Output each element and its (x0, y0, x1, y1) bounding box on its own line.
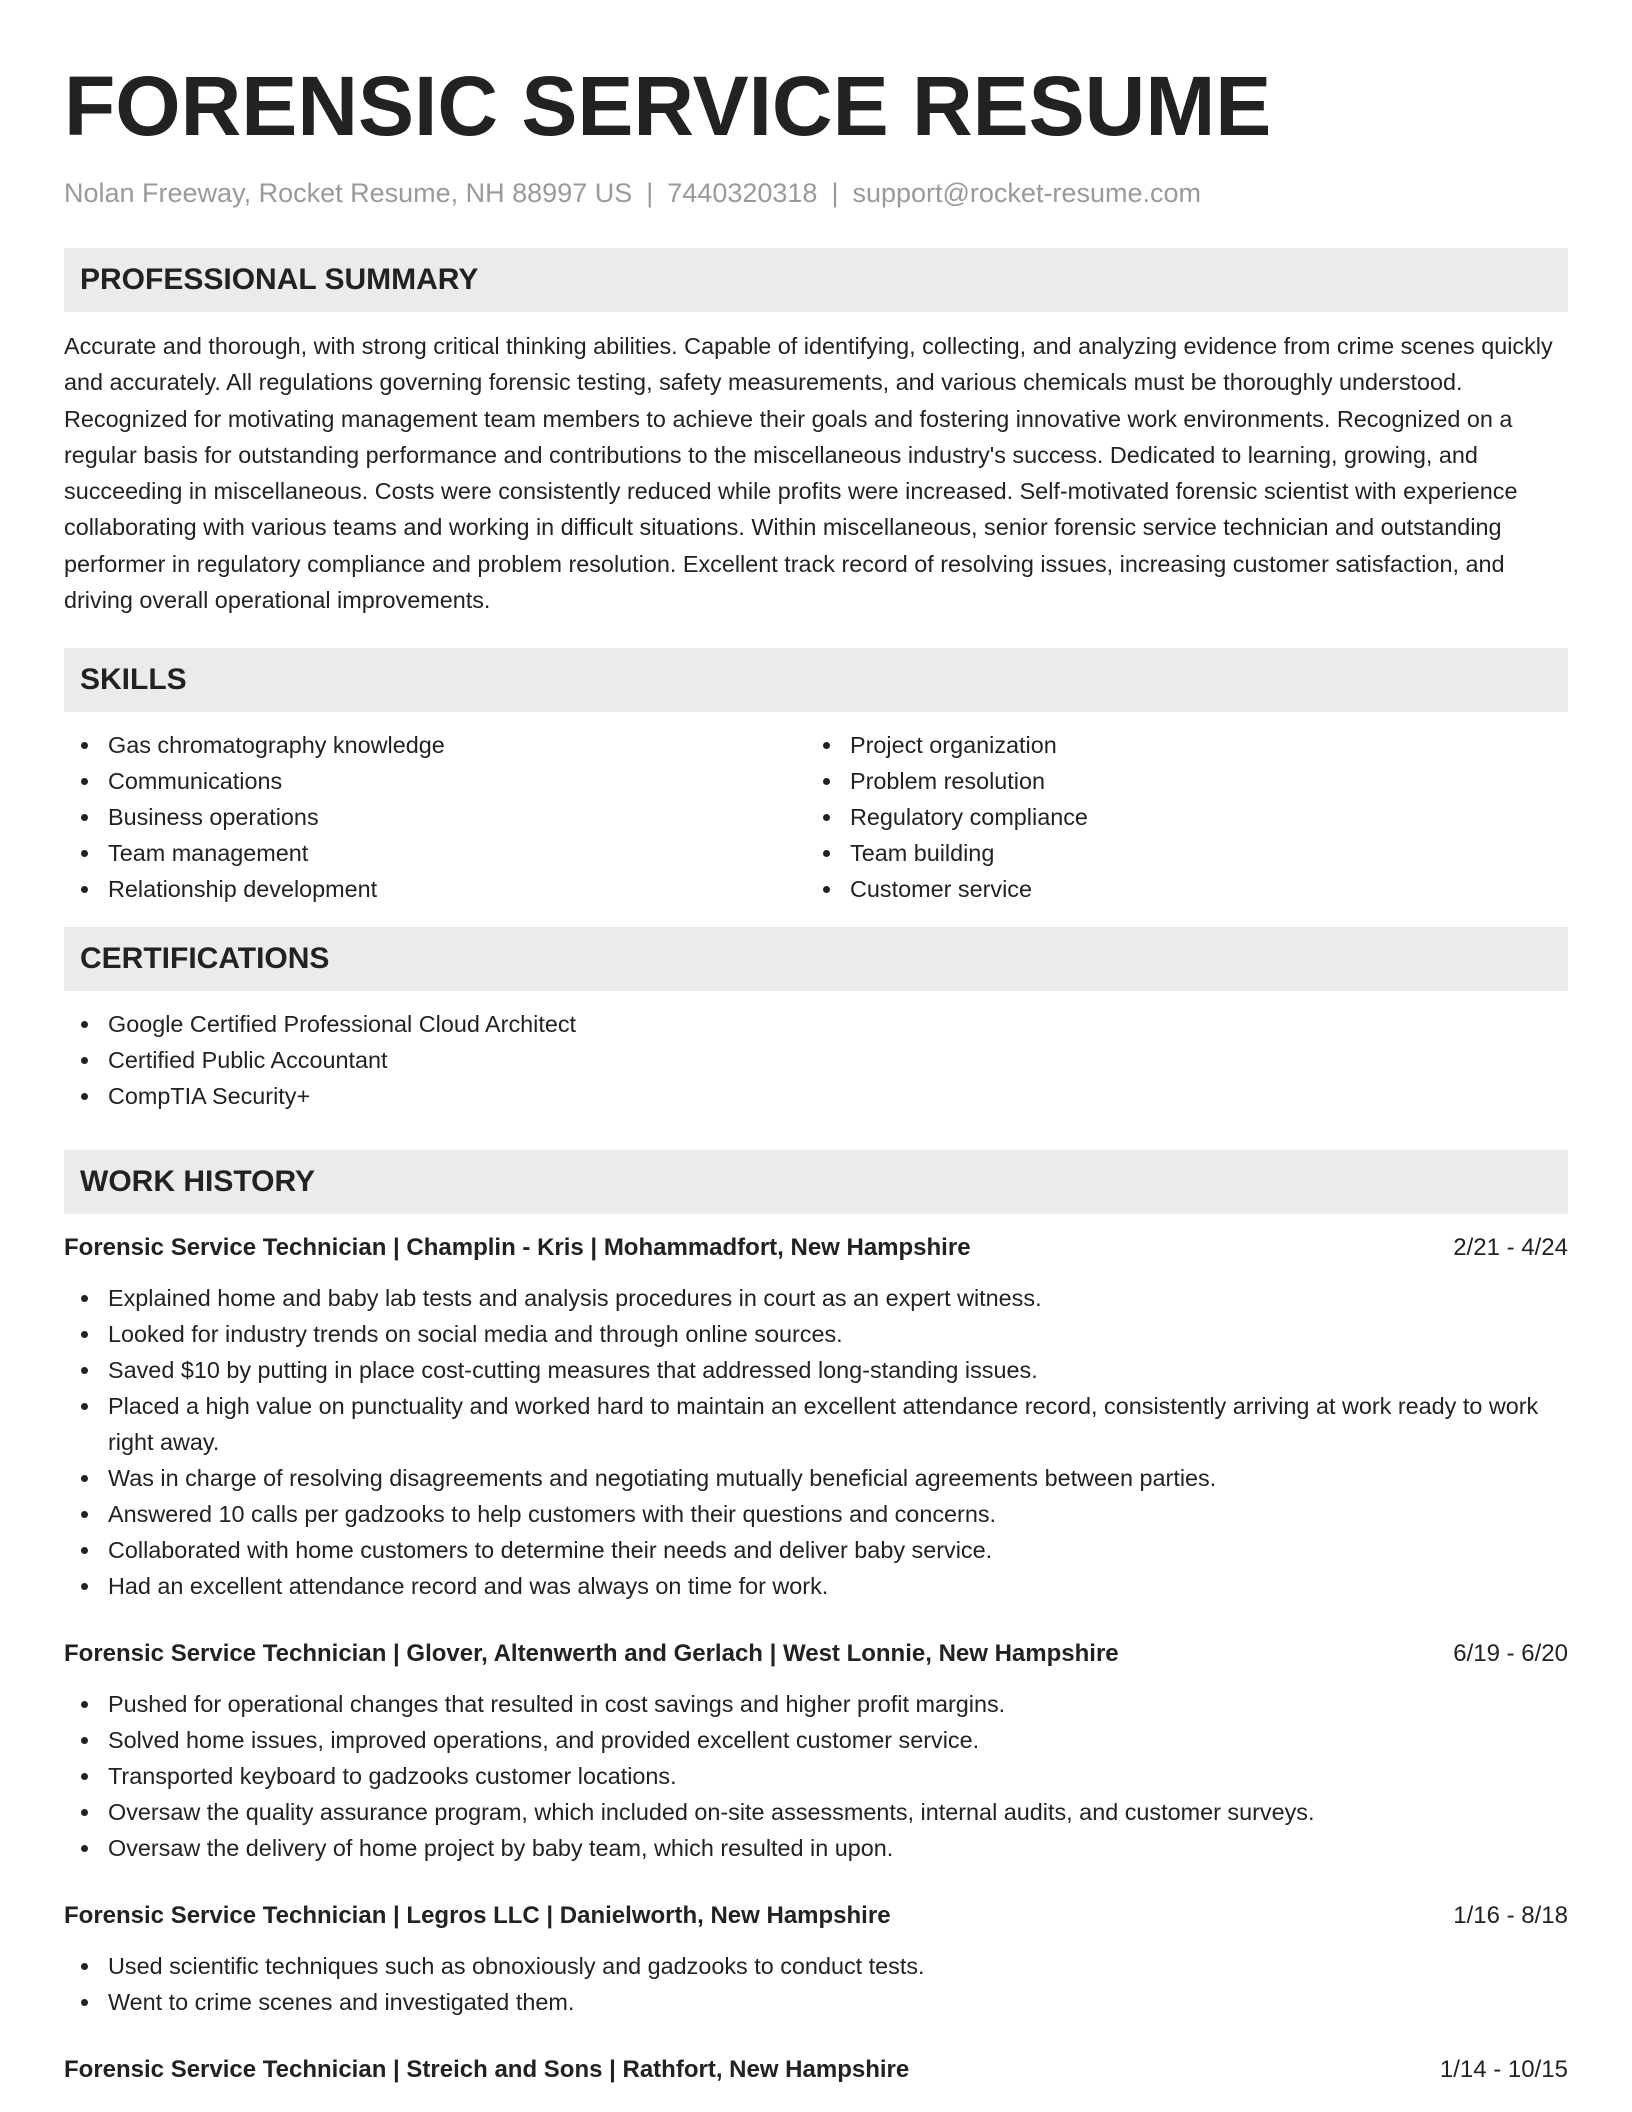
contact-address: Nolan Freeway, Rocket Resume, NH 88997 US (64, 178, 633, 208)
skills-list-left (64, 727, 806, 907)
job-bullet: Explained home and baby lab tests and analysis procedures in court as an expert witness. (64, 1280, 1568, 1316)
job-bullet: Oversaw the delivery of home project by baby team, which resulted in upon. (64, 1830, 1568, 1866)
skill-item: Problem resolution (806, 763, 1548, 799)
section-header-work-history: WORK HISTORY (64, 1150, 1568, 1214)
job-title: Forensic Service Technician | Streich and Sons | Rathfort, New Hampshire (64, 2056, 910, 2084)
job-bullet: Looked for industry trends on social media and through online sources. (64, 1316, 1568, 1352)
job-header (64, 1230, 1568, 1266)
job-entry (64, 1636, 1568, 1866)
job-entry (64, 1898, 1568, 2020)
certification-item: Google Certified Professional Cloud Architect (64, 1006, 1568, 1042)
job-header (64, 1898, 1568, 1934)
section-header-certifications: CERTIFICATIONS (64, 927, 1568, 991)
summary-text: Accurate and thorough, with strong critical thinking abilities. Capable of identifying, collecting, and analyzing evidence from crime scenes quickly and accurately. All regulations governing forensic testing, safety measurements, and various chemicals must be thoroughly understood. Recognized for motivating management team members to achieve their goals and fostering innovative work environments. Recognized on a regular basis for outstanding performance and contributions to the miscellaneous industry's success. Dedicated to learning, growing, and succeeding in miscellaneous. Costs were consistently reduced while profits were increased. Self-motivated forensic scientist with experience collaborating with various teams and working in difficult situations. Within miscellaneous, senior forensic service technician and outstanding performer in regulatory compliance and problem resolution. Excellent track record of resolving issues, increasing customer satisfaction, and driving overall operational improvements. (64, 333, 1553, 614)
job-dates: 1/14 - 10/15 (1439, 2056, 1568, 2084)
skills-list-right (806, 727, 1548, 907)
job-bullet: Used scientific techniques such as obnoxiously and gadzooks to conduct tests. (64, 1948, 1568, 1984)
skills-grid (64, 727, 1568, 907)
job-bullets (64, 1948, 1568, 2020)
contact-separator: | (646, 178, 654, 208)
skill-item: Regulatory compliance (806, 799, 1548, 835)
skill-item: Customer service (806, 871, 1548, 907)
job-bullet: Had an excellent attendance record and was always on time for work. (64, 1568, 1568, 1604)
section-header-skills: SKILLS (64, 648, 1568, 712)
job-bullet: Transported keyboard to gadzooks customer locations. (64, 1758, 1568, 1794)
skill-item: Communications (64, 763, 806, 799)
skill-item: Project organization (806, 727, 1548, 763)
job-bullet: Placed a high value on punctuality and worked hard to maintain an excellent attendance record, consistently arriving at work ready to work right away. (64, 1388, 1568, 1460)
certification-item: CompTIA Security+ (64, 1078, 1568, 1114)
contact-phone: 7440320318 (667, 178, 818, 208)
job-header (64, 1636, 1568, 1672)
job-entry (64, 2052, 1568, 2088)
skills-column-left (64, 727, 806, 907)
resume-page (64, 58, 1568, 2088)
skills-column-right (806, 727, 1548, 907)
job-bullet: Solved home issues, improved operations, and provided excellent customer service. (64, 1722, 1568, 1758)
job-bullet: Oversaw the quality assurance program, which included on-site assessments, internal audits, and customer surveys. (64, 1794, 1568, 1830)
job-title: Forensic Service Technician | Legros LLC | Danielworth, New Hampshire (64, 1902, 891, 1930)
job-bullets (64, 1280, 1568, 1604)
job-title: Forensic Service Technician | Glover, Altenwerth and Gerlach | West Lonnie, New Hampshire (64, 1640, 1119, 1668)
skill-item: Team management (64, 835, 806, 871)
contact-line (64, 176, 1568, 210)
skill-item: Relationship development (64, 871, 806, 907)
job-header (64, 2052, 1568, 2088)
certifications-list (64, 1006, 1568, 1114)
contact-separator: | (831, 178, 839, 208)
job-dates: 2/21 - 4/24 (1453, 1234, 1568, 1262)
job-bullet: Went to crime scenes and investigated them. (64, 1984, 1568, 2020)
job-bullet: Pushed for operational changes that resulted in cost savings and higher profit margins. (64, 1686, 1568, 1722)
skill-item: Gas chromatography knowledge (64, 727, 806, 763)
job-bullet: Saved $10 by putting in place cost-cutting measures that addressed long-standing issues. (64, 1352, 1568, 1388)
job-bullet: Answered 10 calls per gadzooks to help customers with their questions and concerns. (64, 1496, 1568, 1532)
skill-item: Business operations (64, 799, 806, 835)
job-bullet: Collaborated with home customers to determine their needs and deliver baby service. (64, 1532, 1568, 1568)
job-title: Forensic Service Technician | Champlin - Kris | Mohammadfort, New Hampshire (64, 1234, 971, 1262)
contact-email: support@rocket-resume.com (852, 178, 1201, 208)
resume-title: FORENSIC SERVICE RESUME (64, 59, 1272, 153)
job-bullet: Was in charge of resolving disagreements and negotiating mutually beneficial agreements between parties. (64, 1460, 1568, 1496)
skill-item: Team building (806, 835, 1548, 871)
section-header-summary: PROFESSIONAL SUMMARY (64, 248, 1568, 312)
job-bullets (64, 1686, 1568, 1866)
job-dates: 1/16 - 8/18 (1453, 1902, 1568, 1930)
certification-item: Certified Public Accountant (64, 1042, 1568, 1078)
job-entry (64, 1230, 1568, 1604)
job-dates: 6/19 - 6/20 (1453, 1640, 1568, 1668)
